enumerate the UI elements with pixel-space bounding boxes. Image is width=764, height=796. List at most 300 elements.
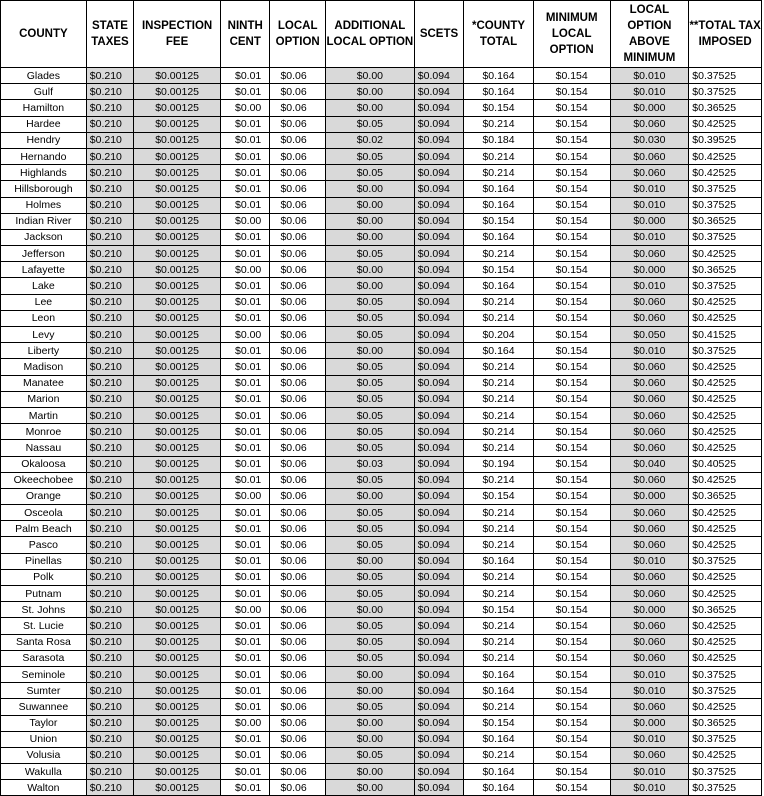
cell-minimum-local-option: $0.154 — [533, 310, 610, 326]
cell-state-taxes: $0.210 — [86, 634, 133, 650]
cell-county: Leon — [1, 310, 87, 326]
table-row — [1, 731, 762, 747]
cell-county: Martin — [1, 407, 87, 423]
cell-scets: $0.094 — [414, 197, 463, 213]
cell-total-tax-imposed: $0.42525 — [689, 569, 762, 585]
cell-state-taxes: $0.210 — [86, 229, 133, 245]
cell-inspection-fee: $0.00125 — [134, 359, 221, 375]
cell-county-total: $0.214 — [464, 359, 534, 375]
cell-minimum-local-option: $0.154 — [533, 747, 610, 763]
cell-county-total: $0.164 — [464, 229, 534, 245]
table-row — [1, 424, 762, 440]
cell-county: Manatee — [1, 375, 87, 391]
cell-total-tax-imposed: $0.36525 — [689, 262, 762, 278]
cell-local-option-above-minimum: $0.010 — [610, 666, 689, 682]
cell-local-option: $0.06 — [270, 68, 326, 84]
cell-minimum-local-option: $0.154 — [533, 634, 610, 650]
cell-total-tax-imposed: $0.42525 — [689, 375, 762, 391]
cell-minimum-local-option: $0.154 — [533, 278, 610, 294]
cell-minimum-local-option: $0.154 — [533, 456, 610, 472]
cell-county: Jackson — [1, 229, 87, 245]
cell-additional-local-option: $0.00 — [325, 278, 414, 294]
cell-local-option: $0.06 — [270, 262, 326, 278]
cell-ninth-cent: $0.01 — [221, 634, 270, 650]
cell-minimum-local-option: $0.154 — [533, 764, 610, 780]
cell-state-taxes: $0.210 — [86, 602, 133, 618]
cell-local-option: $0.06 — [270, 359, 326, 375]
cell-state-taxes: $0.210 — [86, 375, 133, 391]
cell-ninth-cent: $0.01 — [221, 650, 270, 666]
cell-local-option-above-minimum: $0.060 — [610, 569, 689, 585]
cell-scets: $0.094 — [414, 213, 463, 229]
cell-scets: $0.094 — [414, 569, 463, 585]
cell-additional-local-option: $0.00 — [325, 229, 414, 245]
cell-total-tax-imposed: $0.42525 — [689, 618, 762, 634]
cell-scets: $0.094 — [414, 764, 463, 780]
cell-local-option-above-minimum: $0.060 — [610, 521, 689, 537]
cell-additional-local-option: $0.05 — [325, 246, 414, 262]
cell-scets: $0.094 — [414, 650, 463, 666]
cell-local-option-above-minimum: $0.010 — [610, 197, 689, 213]
cell-local-option: $0.06 — [270, 116, 326, 132]
table-row — [1, 488, 762, 504]
cell-scets: $0.094 — [414, 327, 463, 343]
cell-local-option-above-minimum: $0.040 — [610, 456, 689, 472]
cell-local-option: $0.06 — [270, 294, 326, 310]
cell-minimum-local-option: $0.154 — [533, 650, 610, 666]
cell-total-tax-imposed: $0.42525 — [689, 634, 762, 650]
cell-county-total: $0.214 — [464, 294, 534, 310]
cell-county-total: $0.214 — [464, 521, 534, 537]
cell-inspection-fee: $0.00125 — [134, 100, 221, 116]
cell-state-taxes: $0.210 — [86, 731, 133, 747]
cell-county-total: $0.164 — [464, 197, 534, 213]
cell-local-option-above-minimum: $0.060 — [610, 650, 689, 666]
cell-additional-local-option: $0.00 — [325, 666, 414, 682]
cell-local-option-above-minimum: $0.060 — [610, 699, 689, 715]
cell-total-tax-imposed: $0.42525 — [689, 521, 762, 537]
cell-additional-local-option: $0.00 — [325, 553, 414, 569]
cell-additional-local-option: $0.05 — [325, 618, 414, 634]
cell-ninth-cent: $0.01 — [221, 472, 270, 488]
header-county: COUNTY — [1, 1, 87, 68]
cell-scets: $0.094 — [414, 699, 463, 715]
cell-county: Lafayette — [1, 262, 87, 278]
cell-inspection-fee: $0.00125 — [134, 440, 221, 456]
cell-county-total: $0.164 — [464, 683, 534, 699]
cell-county-total: $0.154 — [464, 262, 534, 278]
cell-minimum-local-option: $0.154 — [533, 197, 610, 213]
table-row — [1, 537, 762, 553]
cell-local-option: $0.06 — [270, 375, 326, 391]
cell-minimum-local-option: $0.154 — [533, 391, 610, 407]
cell-local-option-above-minimum: $0.000 — [610, 602, 689, 618]
table-row — [1, 310, 762, 326]
cell-ninth-cent: $0.01 — [221, 343, 270, 359]
cell-county-total: $0.154 — [464, 100, 534, 116]
cell-state-taxes: $0.210 — [86, 780, 133, 796]
cell-inspection-fee: $0.00125 — [134, 424, 221, 440]
table-row — [1, 294, 762, 310]
table-row — [1, 569, 762, 585]
cell-scets: $0.094 — [414, 634, 463, 650]
cell-state-taxes: $0.210 — [86, 391, 133, 407]
table-row — [1, 553, 762, 569]
cell-total-tax-imposed: $0.36525 — [689, 715, 762, 731]
cell-state-taxes: $0.210 — [86, 165, 133, 181]
cell-county: Hernando — [1, 148, 87, 164]
cell-state-taxes: $0.210 — [86, 116, 133, 132]
cell-inspection-fee: $0.00125 — [134, 407, 221, 423]
cell-scets: $0.094 — [414, 148, 463, 164]
table-row — [1, 747, 762, 763]
cell-additional-local-option: $0.05 — [325, 472, 414, 488]
cell-local-option-above-minimum: $0.010 — [610, 731, 689, 747]
cell-total-tax-imposed: $0.37525 — [689, 553, 762, 569]
cell-minimum-local-option: $0.154 — [533, 521, 610, 537]
cell-county: Gulf — [1, 84, 87, 100]
cell-state-taxes: $0.210 — [86, 310, 133, 326]
cell-local-option: $0.06 — [270, 505, 326, 521]
cell-total-tax-imposed: $0.41525 — [689, 327, 762, 343]
cell-local-option-above-minimum: $0.060 — [610, 148, 689, 164]
cell-ninth-cent: $0.01 — [221, 68, 270, 84]
cell-county-total: $0.204 — [464, 327, 534, 343]
cell-inspection-fee: $0.00125 — [134, 586, 221, 602]
cell-additional-local-option: $0.05 — [325, 569, 414, 585]
cell-total-tax-imposed: $0.37525 — [689, 181, 762, 197]
cell-county: Taylor — [1, 715, 87, 731]
cell-total-tax-imposed: $0.40525 — [689, 456, 762, 472]
cell-ninth-cent: $0.01 — [221, 116, 270, 132]
cell-scets: $0.094 — [414, 310, 463, 326]
cell-local-option: $0.06 — [270, 634, 326, 650]
cell-local-option: $0.06 — [270, 165, 326, 181]
cell-local-option-above-minimum: $0.010 — [610, 343, 689, 359]
cell-county: Glades — [1, 68, 87, 84]
cell-inspection-fee: $0.00125 — [134, 294, 221, 310]
cell-local-option-above-minimum: $0.060 — [610, 440, 689, 456]
cell-local-option-above-minimum: $0.000 — [610, 488, 689, 504]
table-row — [1, 586, 762, 602]
cell-ninth-cent: $0.01 — [221, 683, 270, 699]
cell-inspection-fee: $0.00125 — [134, 327, 221, 343]
cell-additional-local-option: $0.00 — [325, 84, 414, 100]
table-row — [1, 246, 762, 262]
cell-ninth-cent: $0.01 — [221, 84, 270, 100]
cell-total-tax-imposed: $0.42525 — [689, 424, 762, 440]
table-row — [1, 602, 762, 618]
cell-inspection-fee: $0.00125 — [134, 472, 221, 488]
cell-local-option-above-minimum: $0.060 — [610, 618, 689, 634]
table-row — [1, 278, 762, 294]
header-state-taxes: STATE TAXES — [86, 1, 133, 68]
cell-state-taxes: $0.210 — [86, 132, 133, 148]
cell-scets: $0.094 — [414, 618, 463, 634]
cell-ninth-cent: $0.01 — [221, 521, 270, 537]
cell-local-option: $0.06 — [270, 456, 326, 472]
cell-ninth-cent: $0.00 — [221, 262, 270, 278]
cell-local-option: $0.06 — [270, 278, 326, 294]
table-row — [1, 197, 762, 213]
cell-county-total: $0.214 — [464, 569, 534, 585]
table-row — [1, 505, 762, 521]
cell-county-total: $0.164 — [464, 343, 534, 359]
cell-state-taxes: $0.210 — [86, 278, 133, 294]
cell-scets: $0.094 — [414, 553, 463, 569]
cell-inspection-fee: $0.00125 — [134, 780, 221, 796]
cell-ninth-cent: $0.00 — [221, 602, 270, 618]
cell-scets: $0.094 — [414, 278, 463, 294]
cell-scets: $0.094 — [414, 488, 463, 504]
header-additional-local-option: ADDITIONAL LOCAL OPTION — [325, 1, 414, 68]
cell-local-option-above-minimum: $0.050 — [610, 327, 689, 343]
cell-additional-local-option: $0.05 — [325, 407, 414, 423]
cell-inspection-fee: $0.00125 — [134, 181, 221, 197]
cell-ninth-cent: $0.01 — [221, 553, 270, 569]
cell-county: Highlands — [1, 165, 87, 181]
cell-county-total: $0.164 — [464, 68, 534, 84]
cell-local-option: $0.06 — [270, 731, 326, 747]
cell-inspection-fee: $0.00125 — [134, 310, 221, 326]
cell-additional-local-option: $0.00 — [325, 764, 414, 780]
cell-local-option-above-minimum: $0.060 — [610, 391, 689, 407]
cell-county-total: $0.164 — [464, 84, 534, 100]
cell-scets: $0.094 — [414, 586, 463, 602]
cell-state-taxes: $0.210 — [86, 359, 133, 375]
cell-local-option: $0.06 — [270, 391, 326, 407]
cell-county: Jefferson — [1, 246, 87, 262]
cell-state-taxes: $0.210 — [86, 246, 133, 262]
cell-minimum-local-option: $0.154 — [533, 618, 610, 634]
cell-total-tax-imposed: $0.37525 — [689, 197, 762, 213]
cell-county: Hillsborough — [1, 181, 87, 197]
table-row — [1, 132, 762, 148]
cell-additional-local-option: $0.05 — [325, 359, 414, 375]
cell-additional-local-option: $0.00 — [325, 100, 414, 116]
cell-local-option: $0.06 — [270, 521, 326, 537]
cell-scets: $0.094 — [414, 456, 463, 472]
cell-county-total: $0.164 — [464, 278, 534, 294]
cell-total-tax-imposed: $0.42525 — [689, 116, 762, 132]
cell-state-taxes: $0.210 — [86, 148, 133, 164]
header-total-tax-imposed: **TOTAL TAX IMPOSED — [689, 1, 762, 68]
cell-local-option: $0.06 — [270, 148, 326, 164]
cell-local-option: $0.06 — [270, 666, 326, 682]
cell-additional-local-option: $0.00 — [325, 181, 414, 197]
cell-additional-local-option: $0.05 — [325, 116, 414, 132]
header-county-total: *COUNTY TOTAL — [464, 1, 534, 68]
cell-minimum-local-option: $0.154 — [533, 165, 610, 181]
cell-scets: $0.094 — [414, 391, 463, 407]
cell-state-taxes: $0.210 — [86, 294, 133, 310]
cell-inspection-fee: $0.00125 — [134, 246, 221, 262]
cell-county: Suwannee — [1, 699, 87, 715]
cell-inspection-fee: $0.00125 — [134, 343, 221, 359]
cell-scets: $0.094 — [414, 505, 463, 521]
cell-county: Osceola — [1, 505, 87, 521]
cell-county-total: $0.214 — [464, 148, 534, 164]
table-row — [1, 229, 762, 245]
cell-additional-local-option: $0.02 — [325, 132, 414, 148]
cell-additional-local-option: $0.03 — [325, 456, 414, 472]
cell-county-total: $0.154 — [464, 602, 534, 618]
cell-total-tax-imposed: $0.37525 — [689, 84, 762, 100]
header-ninth-cent: NINTH CENT — [221, 1, 270, 68]
cell-ninth-cent: $0.01 — [221, 586, 270, 602]
cell-ninth-cent: $0.01 — [221, 456, 270, 472]
table-row — [1, 699, 762, 715]
cell-additional-local-option: $0.05 — [325, 634, 414, 650]
cell-inspection-fee: $0.00125 — [134, 84, 221, 100]
cell-ninth-cent: $0.01 — [221, 359, 270, 375]
cell-county: Indian River — [1, 213, 87, 229]
table-body — [1, 68, 762, 796]
cell-inspection-fee: $0.00125 — [134, 116, 221, 132]
cell-state-taxes: $0.210 — [86, 569, 133, 585]
cell-inspection-fee: $0.00125 — [134, 537, 221, 553]
cell-state-taxes: $0.210 — [86, 618, 133, 634]
cell-total-tax-imposed: $0.42525 — [689, 440, 762, 456]
cell-local-option-above-minimum: $0.030 — [610, 132, 689, 148]
cell-ninth-cent: $0.01 — [221, 197, 270, 213]
cell-additional-local-option: $0.05 — [325, 747, 414, 763]
cell-additional-local-option: $0.00 — [325, 602, 414, 618]
cell-inspection-fee: $0.00125 — [134, 747, 221, 763]
table-row — [1, 68, 762, 84]
cell-scets: $0.094 — [414, 440, 463, 456]
cell-scets: $0.094 — [414, 116, 463, 132]
cell-inspection-fee: $0.00125 — [134, 391, 221, 407]
cell-local-option: $0.06 — [270, 553, 326, 569]
cell-total-tax-imposed: $0.37525 — [689, 229, 762, 245]
cell-scets: $0.094 — [414, 132, 463, 148]
cell-county-total: $0.164 — [464, 181, 534, 197]
cell-minimum-local-option: $0.154 — [533, 148, 610, 164]
cell-state-taxes: $0.210 — [86, 262, 133, 278]
cell-minimum-local-option: $0.154 — [533, 731, 610, 747]
cell-additional-local-option: $0.00 — [325, 343, 414, 359]
cell-additional-local-option: $0.00 — [325, 488, 414, 504]
cell-ninth-cent: $0.01 — [221, 165, 270, 181]
cell-county-total: $0.164 — [464, 666, 534, 682]
table-row — [1, 521, 762, 537]
cell-minimum-local-option: $0.154 — [533, 213, 610, 229]
cell-scets: $0.094 — [414, 424, 463, 440]
cell-state-taxes: $0.210 — [86, 553, 133, 569]
cell-inspection-fee: $0.00125 — [134, 569, 221, 585]
cell-minimum-local-option: $0.154 — [533, 424, 610, 440]
cell-minimum-local-option: $0.154 — [533, 294, 610, 310]
cell-scets: $0.094 — [414, 780, 463, 796]
cell-local-option: $0.06 — [270, 602, 326, 618]
cell-county: Seminole — [1, 666, 87, 682]
cell-county-total: $0.214 — [464, 424, 534, 440]
table-row — [1, 100, 762, 116]
cell-minimum-local-option: $0.154 — [533, 327, 610, 343]
cell-state-taxes: $0.210 — [86, 343, 133, 359]
cell-additional-local-option: $0.05 — [325, 375, 414, 391]
cell-total-tax-imposed: $0.36525 — [689, 602, 762, 618]
cell-inspection-fee: $0.00125 — [134, 553, 221, 569]
cell-ninth-cent: $0.00 — [221, 488, 270, 504]
cell-scets: $0.094 — [414, 68, 463, 84]
cell-local-option-above-minimum: $0.060 — [610, 634, 689, 650]
cell-county-total: $0.164 — [464, 731, 534, 747]
cell-total-tax-imposed: $0.39525 — [689, 132, 762, 148]
cell-state-taxes: $0.210 — [86, 666, 133, 682]
table-row — [1, 148, 762, 164]
cell-state-taxes: $0.210 — [86, 488, 133, 504]
cell-total-tax-imposed: $0.37525 — [689, 666, 762, 682]
cell-inspection-fee: $0.00125 — [134, 229, 221, 245]
cell-minimum-local-option: $0.154 — [533, 537, 610, 553]
cell-local-option: $0.06 — [270, 229, 326, 245]
cell-county-total: $0.164 — [464, 764, 534, 780]
cell-ninth-cent: $0.01 — [221, 537, 270, 553]
cell-local-option-above-minimum: $0.060 — [610, 165, 689, 181]
cell-total-tax-imposed: $0.37525 — [689, 278, 762, 294]
cell-state-taxes: $0.210 — [86, 683, 133, 699]
cell-total-tax-imposed: $0.37525 — [689, 780, 762, 796]
cell-inspection-fee: $0.00125 — [134, 213, 221, 229]
cell-county-total: $0.214 — [464, 116, 534, 132]
cell-state-taxes: $0.210 — [86, 472, 133, 488]
cell-state-taxes: $0.210 — [86, 699, 133, 715]
table-row — [1, 116, 762, 132]
cell-state-taxes: $0.210 — [86, 424, 133, 440]
cell-minimum-local-option: $0.154 — [533, 683, 610, 699]
cell-local-option-above-minimum: $0.010 — [610, 278, 689, 294]
cell-ninth-cent: $0.01 — [221, 666, 270, 682]
cell-state-taxes: $0.210 — [86, 327, 133, 343]
cell-scets: $0.094 — [414, 602, 463, 618]
cell-local-option: $0.06 — [270, 780, 326, 796]
cell-minimum-local-option: $0.154 — [533, 715, 610, 731]
cell-inspection-fee: $0.00125 — [134, 634, 221, 650]
cell-county-total: $0.214 — [464, 246, 534, 262]
table-row — [1, 391, 762, 407]
cell-county: Wakulla — [1, 764, 87, 780]
cell-county: Madison — [1, 359, 87, 375]
cell-total-tax-imposed: $0.42525 — [689, 505, 762, 521]
cell-additional-local-option: $0.05 — [325, 505, 414, 521]
cell-inspection-fee: $0.00125 — [134, 618, 221, 634]
cell-inspection-fee: $0.00125 — [134, 148, 221, 164]
cell-ninth-cent: $0.01 — [221, 747, 270, 763]
cell-local-option-above-minimum: $0.060 — [610, 747, 689, 763]
cell-minimum-local-option: $0.154 — [533, 229, 610, 245]
table-row — [1, 780, 762, 796]
cell-inspection-fee: $0.00125 — [134, 278, 221, 294]
cell-county-total: $0.154 — [464, 488, 534, 504]
cell-scets: $0.094 — [414, 521, 463, 537]
cell-minimum-local-option: $0.154 — [533, 84, 610, 100]
cell-inspection-fee: $0.00125 — [134, 68, 221, 84]
header-scets: SCETS — [414, 1, 463, 68]
cell-ninth-cent: $0.00 — [221, 100, 270, 116]
cell-minimum-local-option: $0.154 — [533, 100, 610, 116]
cell-total-tax-imposed: $0.42525 — [689, 650, 762, 666]
cell-total-tax-imposed: $0.42525 — [689, 747, 762, 763]
cell-local-option-above-minimum: $0.060 — [610, 505, 689, 521]
cell-local-option-above-minimum: $0.060 — [610, 537, 689, 553]
cell-ninth-cent: $0.01 — [221, 294, 270, 310]
cell-county-total: $0.214 — [464, 165, 534, 181]
cell-minimum-local-option: $0.154 — [533, 68, 610, 84]
cell-scets: $0.094 — [414, 472, 463, 488]
cell-scets: $0.094 — [414, 343, 463, 359]
